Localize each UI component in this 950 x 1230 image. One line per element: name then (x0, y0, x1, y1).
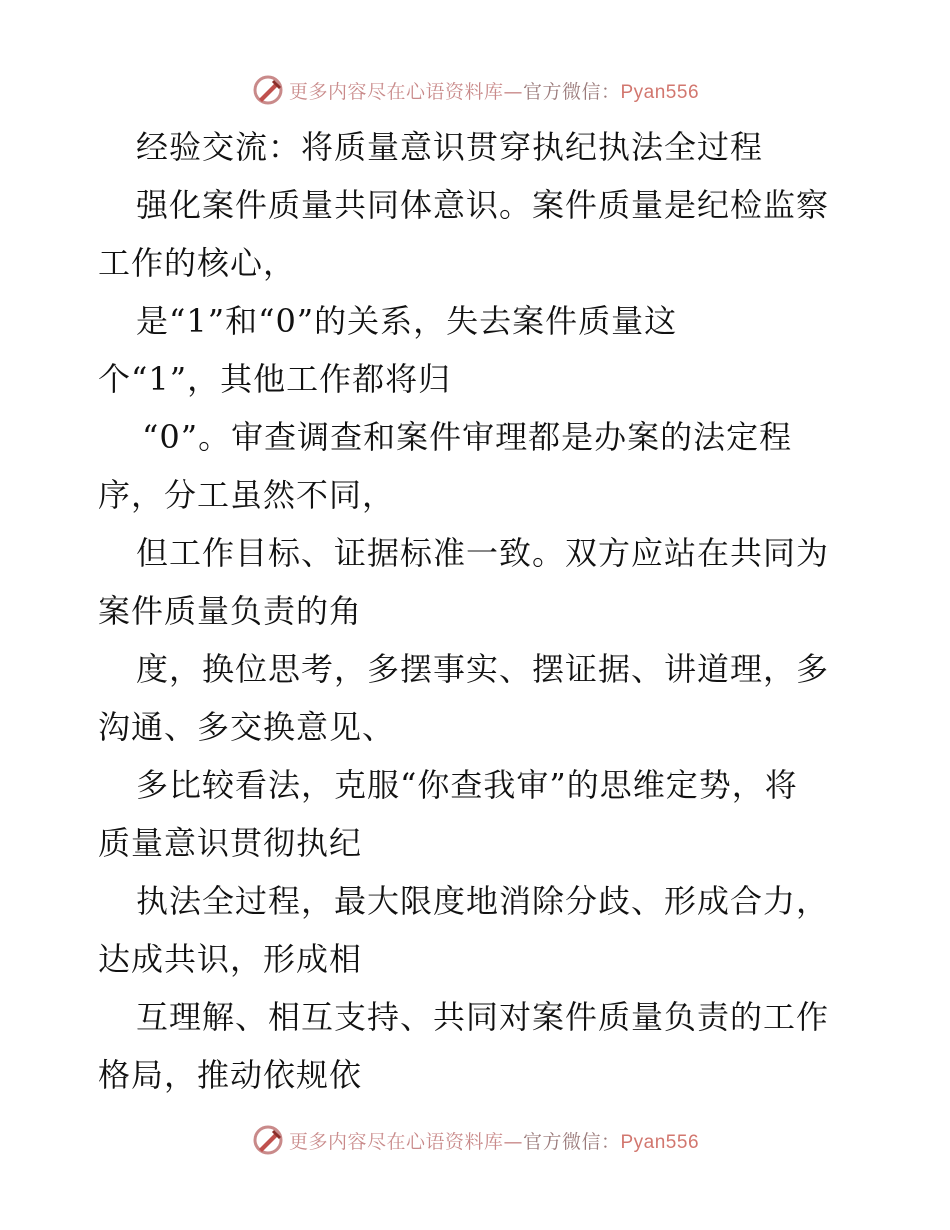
watermark-main-text: 更多内容尽在心语资料库 (288, 1130, 504, 1153)
paragraph-line: 度，换位思考，多摆事实、摆证据、讲道理，多 (136, 650, 830, 688)
paragraph-line: 互理解、相互支持、共同对案件质量负责的工作 (136, 998, 830, 1036)
watermark-wechat-id: Pyan556 (620, 1131, 700, 1153)
watermark-separator: — (503, 80, 523, 103)
watermark-sub-text: 官方微信： (522, 80, 621, 103)
watermark-header (0, 70, 950, 110)
paragraph-line: “0”。审查调查和案件审理都是办案的法定程 (142, 418, 793, 456)
watermark-sub-text: 官方微信： (522, 1130, 621, 1153)
document-title: 经验交流：将质量意识贯穿执纪执法全过程 (136, 128, 764, 166)
paragraph-line: 达成共识，形成相 (98, 940, 363, 978)
paragraph-line: 执法全过程，最大限度地消除分歧、形成合力， (136, 882, 830, 920)
paragraph-line: 格局，推动依规依 (98, 1056, 363, 1094)
pen-logo-icon (251, 73, 285, 107)
pen-logo-icon (251, 1123, 285, 1157)
watermark-text (289, 1127, 699, 1154)
watermark-wechat-id: Pyan556 (620, 81, 700, 103)
document-body (98, 118, 858, 1104)
paragraph-line: 是“1”和“0”的关系，失去案件质量这 (136, 302, 678, 340)
paragraph-line: 个“1”，其他工作都将归 (98, 360, 452, 398)
paragraph-line: 质量意识贯彻执纪 (98, 824, 363, 862)
paragraph-line: 工作的核心， (98, 244, 297, 282)
paragraph-line: 案件质量负责的角 (98, 592, 363, 630)
watermark-footer (0, 1120, 950, 1160)
paragraph-line: 序，分工虽然不同， (98, 476, 396, 514)
watermark-text (289, 77, 699, 104)
paragraph-line: 沟通、多交换意见、 (98, 708, 396, 746)
paragraph-line: 多比较看法，克服“你查我审”的思维定势，将 (136, 766, 798, 804)
paragraph-line: 但工作目标、证据标准一致。双方应站在共同为 (136, 534, 830, 572)
paragraph-line: 强化案件质量共同体意识。案件质量是纪检监察 (136, 186, 830, 224)
watermark-main-text: 更多内容尽在心语资料库 (288, 80, 504, 103)
watermark-separator: — (503, 1130, 523, 1153)
